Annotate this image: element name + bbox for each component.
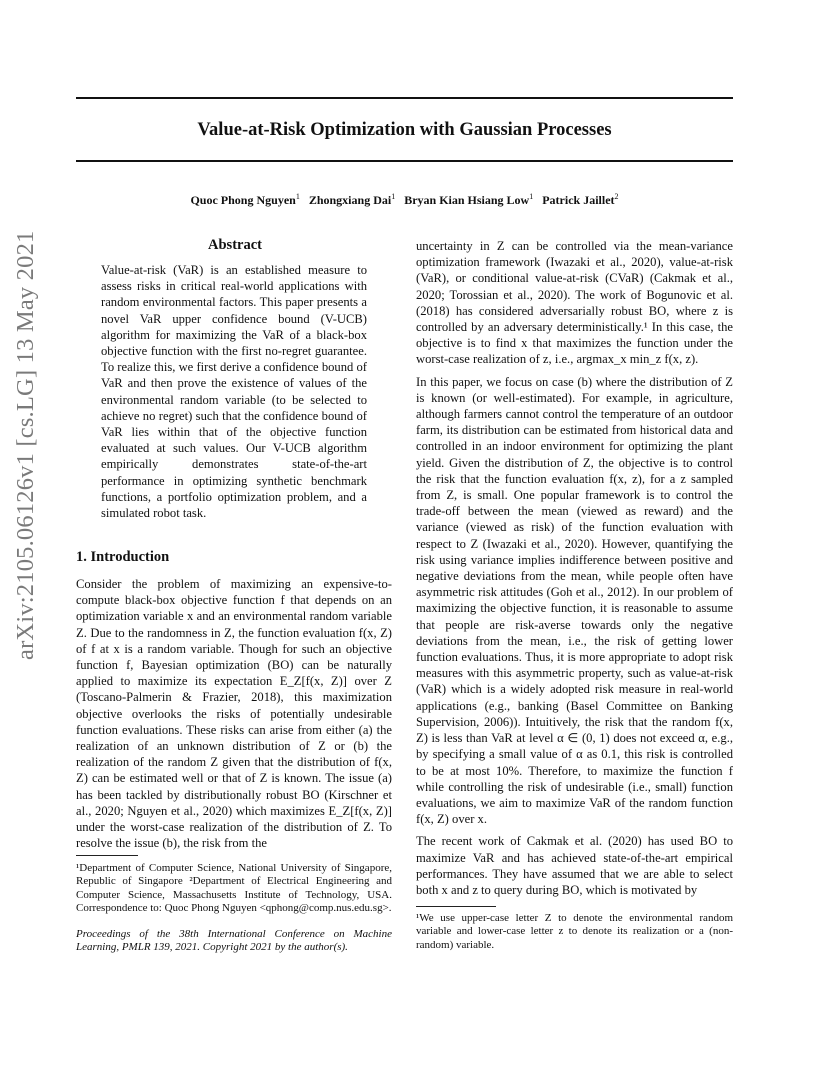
affiliation-footnote: [76, 862, 392, 954]
author-list: [76, 192, 733, 208]
abstract-body: [101, 262, 367, 521]
author-affiliation: 1: [295, 192, 300, 201]
footnote-text: ¹We use upper-case letter Z to denote the environmental random variable and lower-case letter z to denote its realization or a (non-random) variable.: [416, 912, 733, 951]
right-column-body: [416, 238, 733, 898]
proceedings-note: Proceedings of the 38th International Conference on Machine Learning, PMLR 139, 2021. Copyright 2021 by the author(s).: [76, 927, 392, 954]
arxiv-identifier: arXiv:2105.06126v1 [cs.LG] 13 May 2021: [12, 230, 39, 660]
section-heading-introduction: 1. Introduction: [76, 549, 170, 565]
abstract-heading: Abstract: [208, 237, 262, 253]
author-name: Quoc Phong Nguyen: [190, 193, 296, 207]
title-bottom-rule: [76, 160, 733, 162]
paragraph: In this paper, we focus on case (b) where the distribution of Z is known (or well-estimated). For example, in agriculture, although farmers cannot control the temperature of an outdoor farm, its distribution can be estimated from historical data and controlled in an indoor environment for optimizing the plant yield. Given the distribution of Z, the objective is to control the risk that the function evaluation f(x, z), for a z sampled from Z, is small. One popular framework is to control the trade-off between the mean (viewed as reward) and the variance (viewed as risk) of the function evaluation with respect to Z (Iwazaki et al., 2020). However, quantifying the risk using variance implies indifference between positive and negative deviations from the mean, while people often have asymmetric risk attitudes (Goh et al., 2012). In our problem of maximizing the objective function, it is reasonable to assume that people are risk-averse towards only the negative deviations from the mean, i.e., the risk of getting lower function evaluations. Thus, it is more appropriate to adopt risk measures with this asymmetric property, such as value-at-risk (VaR) which is a widely adopted risk measure in real-world applications (e.g., banking (Basel Committee on Banking Supervision, 2006)). Intuitively, the risk that the random f(x, Z) is less than VaR at level α ∈ (0, 1) does not exceed α, e.g., by specifying a small value of α as 0.1, this risk is controlled to be at most 10%. Therefore, to maximize the function f while controlling the risk of undesirable (i.e., small) function evaluations, we aim to maximize VaR of the random function f(x, Z) over x.: [416, 374, 733, 827]
footnote-rule-left: [76, 855, 138, 856]
footnote-rule-right: [416, 906, 496, 907]
paragraph: The recent work of Cakmak et al. (2020) has used BO to maximize VaR and has achieved state-of-the-art empirical performances. They have assumed that we are able to select both x and z to query during BO, which is motivated by: [416, 834, 733, 897]
paragraph: uncertainty in Z can be controlled via the mean-variance optimization framework (Iwazaki et al., 2020), value-at-risk (VaR), or conditional value-at-risk (CVaR) (Cakmak et al., 2020; Torossian et al., 2020). The work of Bogunovic et al. (2018) has considered adversarially robust BO, where z is controlled by an adversary deterministically.¹ In this case, the objective is to find x that maximizes the function under the worst-case realization of z, i.e., argmax_x min_z f(x, z).: [416, 239, 733, 367]
affiliation-text: ¹Department of Computer Science, National University of Singapore, Republic of Singapore ²Department of Electrical Engineering and Computer Science, Massachusetts Institute of Technology, USA. Correspondence to: Quoc Phong Nguyen <qphong@comp.nus.edu.sg>.: [76, 862, 392, 915]
introduction-paragraph: Consider the problem of maximizing an expensive-to-compute black-box objective function f that depends on an optimization variable x and an environmental random variable Z. Due to the randomness in Z, the function evaluation f(x, Z) of f at x is a random variable. Though for such an objective function f, Bayesian optimization (BO) can be naturally applied to maximize its expectation E_Z[f(x, Z)] over Z (Toscano-Palmerin & Frazier, 2018), this maximization objective overlooks the risks of potentially undesirable function evaluations. These risks can arise from either (a) the realization of an unknown distribution of Z or (b) the realization of the random Z given that the distribution of f(x, Z) can be estimated well or that of Z is known. The issue (a) has been tackled by distributionally robust BO (Kirschner et al., 2020; Nguyen et al., 2020) which maximizes E_Z[f(x, Z)] under the worst-case realization of the distribution of Z. To resolve the issue (b), the risk from the: [76, 577, 392, 851]
author-affiliation: 1: [529, 192, 534, 201]
top-rule: [76, 97, 733, 99]
abstract-text: Value-at-risk (VaR) is an established measure to assess risks in critical real-world applications with random environmental factors. This paper presents a novel VaR upper confidence bound (V-UCB) algorithm for maximizing the VaR of a black-box objective function with the first no-regret guarantee. To realize this, we first derive a confidence bound of VaR and then prove the existence of values of the environmental random variable (to be selected to achieve no regret) such that the confidence bound of VaR lies within that of the objective function evaluated at such values. Our V-UCB algorithm empirically demonstrates state-of-the-art performance in optimizing synthetic benchmark functions, a portfolio optimization problem, and a simulated robot task.: [101, 263, 367, 521]
author-name: Patrick Jaillet: [542, 193, 615, 207]
author-name: Zhongxiang Dai: [308, 193, 392, 207]
author-name: Bryan Kian Hsiang Low: [404, 193, 530, 207]
paper-title: Value-at-Risk Optimization with Gaussian Processes: [197, 120, 612, 140]
author-affiliation: 2: [614, 192, 619, 201]
introduction-body: [76, 576, 392, 851]
footnote-1: [416, 912, 733, 952]
author-affiliation: 1: [391, 192, 396, 201]
